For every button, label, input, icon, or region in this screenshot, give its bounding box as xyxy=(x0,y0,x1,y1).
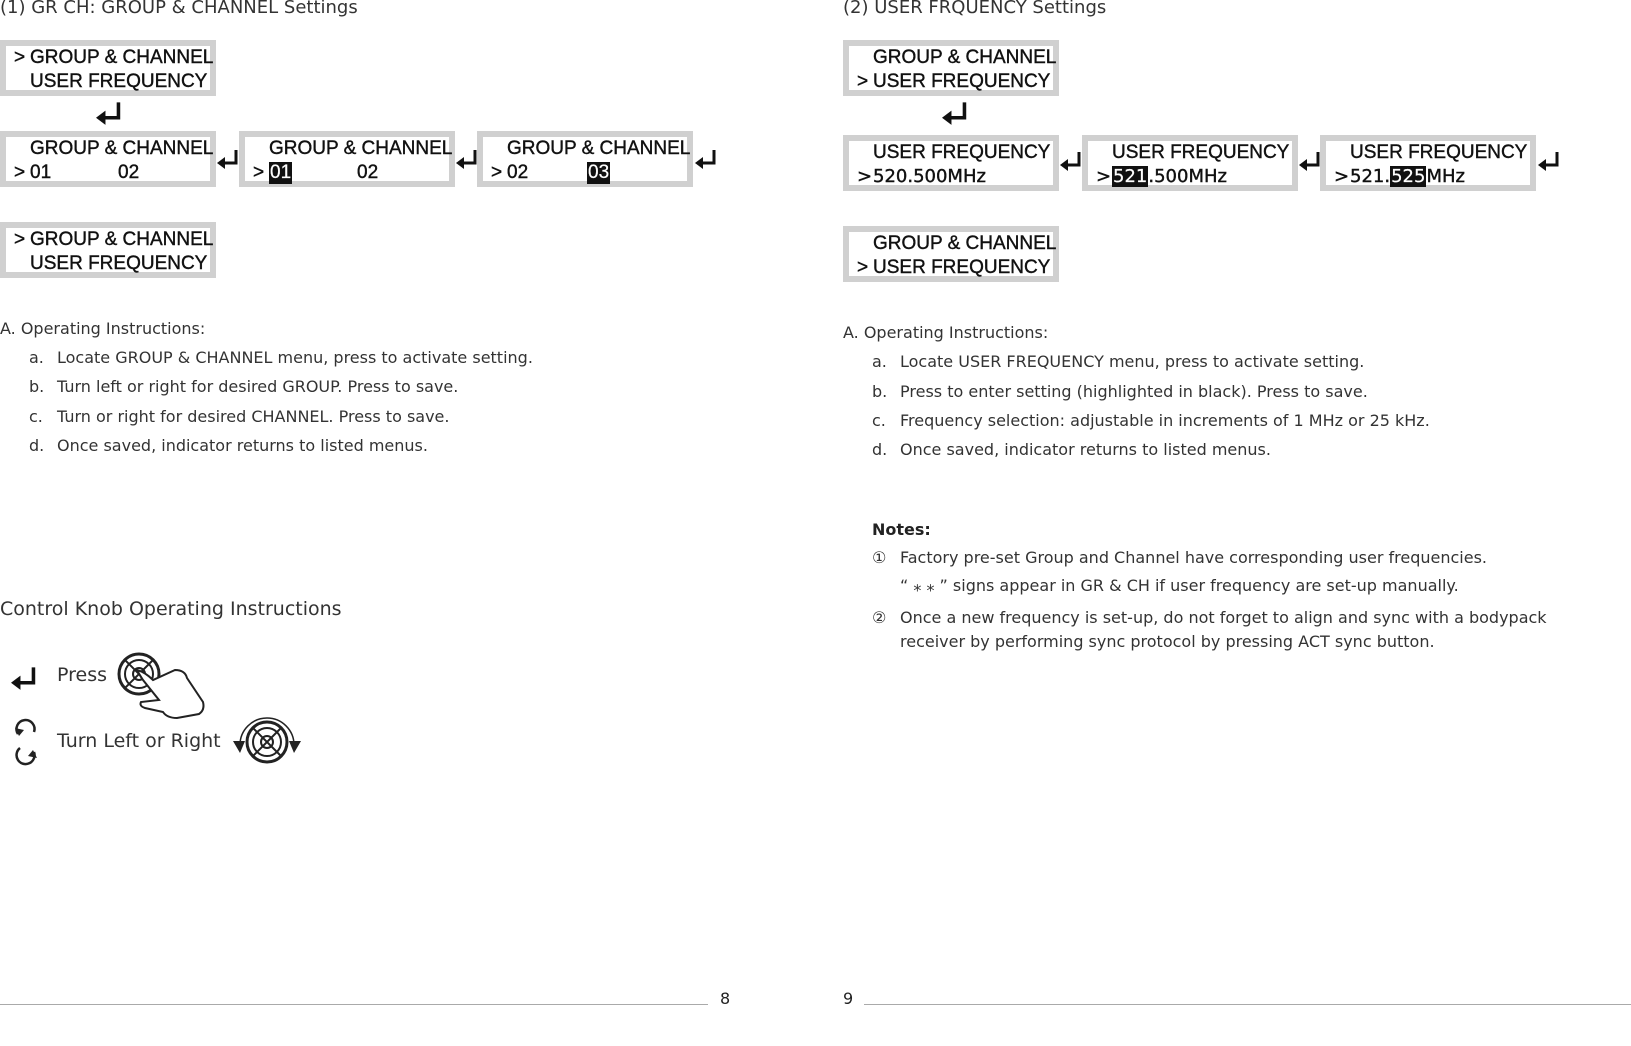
lcd-line: GROUP & CHANNEL xyxy=(873,233,1057,254)
lcd-indicator: > xyxy=(857,71,869,92)
lcd-indicator: > xyxy=(14,229,26,250)
list-item xyxy=(872,440,1430,469)
list-marker: d. xyxy=(29,436,45,455)
enter-icon xyxy=(1537,150,1561,172)
lcd-title: USER FREQUENCY xyxy=(873,142,1051,163)
list-marker: b. xyxy=(872,382,888,401)
channel-value-highlighted: 03 xyxy=(588,162,610,183)
list-text: Turn left or right for desired GROUP. Press to save. xyxy=(57,377,459,396)
list-text: Once saved, indicator returns to listed menus. xyxy=(900,440,1271,459)
knob-turn-icon xyxy=(230,715,304,773)
lcd-indicator: > xyxy=(14,162,26,183)
note-item-2 xyxy=(872,606,1600,654)
enter-icon xyxy=(1298,150,1322,172)
enter-icon xyxy=(216,148,240,170)
lcd-title: GROUP & CHANNEL xyxy=(269,138,453,159)
page-number-left: 8 xyxy=(720,989,731,1008)
left-instructions-list xyxy=(29,348,533,465)
frequency-unit: MHz xyxy=(1426,166,1465,187)
lcd-group-channel-screen-1 xyxy=(0,131,216,187)
list-text: Once saved, indicator returns to listed menus. xyxy=(57,436,428,455)
group-value: 02 xyxy=(507,162,529,183)
list-marker: c. xyxy=(872,411,886,430)
lcd-indicator: > xyxy=(857,166,873,187)
frequency-value: 520.500MHz xyxy=(873,166,986,187)
lcd-indicator: > xyxy=(14,47,26,68)
enter-icon xyxy=(94,100,124,126)
lcd-user-frequency-screen-3 xyxy=(1320,135,1536,191)
page-rule-right xyxy=(864,1004,1631,1005)
note-text: Factory pre-set Group and Channel have corresponding user frequencies. xyxy=(900,548,1488,567)
list-item xyxy=(29,377,533,407)
list-text: Frequency selection: adjustable in increments of 1 MHz or 25 kHz. xyxy=(900,411,1430,430)
list-text: Locate GROUP & CHANNEL menu, press to activate setting. xyxy=(57,348,533,367)
note-item-1 xyxy=(872,546,1488,570)
group-value: 01 xyxy=(30,162,52,183)
lcd-indicator: > xyxy=(491,162,503,183)
left-instructions-heading: A. Operating Instructions: xyxy=(0,319,206,338)
list-marker: c. xyxy=(29,407,43,426)
lcd-user-frequency-screen-1 xyxy=(843,135,1059,191)
lcd-title: GROUP & CHANNEL xyxy=(507,138,691,159)
right-instructions-heading: A. Operating Instructions: xyxy=(843,323,1049,342)
list-item xyxy=(29,407,533,436)
list-item xyxy=(29,348,533,377)
enter-icon xyxy=(8,665,40,691)
right-section-title: (2) USER FRQUENCY Settings xyxy=(843,0,1107,18)
list-item xyxy=(872,382,1430,411)
lcd-indicator: > xyxy=(253,162,265,183)
lcd-menu-screen-top xyxy=(843,40,1059,96)
lcd-line: USER FREQUENCY xyxy=(873,71,1051,92)
list-item xyxy=(29,436,533,465)
list-item xyxy=(872,411,1430,440)
knob-instructions-title: Control Knob Operating Instructions xyxy=(0,598,342,620)
lcd-line: GROUP & CHANNEL xyxy=(30,47,214,68)
note-text: Once a new frequency is set-up, do not forget to align and sync with a bodypack receiver by performing sync protocol by pressing ACT sync button. xyxy=(900,608,1547,651)
enter-icon xyxy=(1059,150,1083,172)
list-marker: a. xyxy=(29,348,44,367)
lcd-line: USER FREQUENCY xyxy=(30,71,208,92)
lcd-line: GROUP & CHANNEL xyxy=(30,229,214,250)
channel-value: 02 xyxy=(118,162,140,183)
right-instructions-list xyxy=(872,352,1430,469)
lcd-title: GROUP & CHANNEL xyxy=(30,138,214,159)
khz-part-highlighted: 525 xyxy=(1391,166,1426,187)
list-text: Locate USER FREQUENCY menu, press to activate setting. xyxy=(900,352,1365,371)
frequency-rest: .500MHz xyxy=(1148,166,1227,187)
lcd-title: USER FREQUENCY xyxy=(1112,142,1290,163)
lcd-menu-screen-bottom xyxy=(0,222,216,278)
note-subtext: “ ⁎ ⁎ ” signs appear in GR & CH if user frequency are set-up manually. xyxy=(900,576,1459,595)
lcd-line: USER FREQUENCY xyxy=(873,257,1051,278)
note-marker: ① xyxy=(872,548,887,567)
enter-icon xyxy=(455,148,479,170)
left-section-title: (1) GR CH: GROUP & CHANNEL Settings xyxy=(0,0,358,18)
list-item xyxy=(872,352,1430,382)
list-marker: b. xyxy=(29,377,45,396)
group-value-highlighted: 01 xyxy=(270,162,292,183)
rotate-icon xyxy=(12,718,40,770)
lcd-menu-screen-top xyxy=(0,40,216,96)
turn-label: Turn Left or Right xyxy=(57,730,221,752)
list-text: Turn or right for desired CHANNEL. Press to save. xyxy=(57,407,450,426)
page-number-right: 9 xyxy=(843,989,854,1008)
list-marker: d. xyxy=(872,440,888,459)
mhz-part-highlighted: 521 xyxy=(1113,166,1148,187)
lcd-indicator: > xyxy=(857,257,869,278)
page-rule-left xyxy=(0,1004,708,1005)
enter-icon xyxy=(694,148,718,170)
press-label: Press xyxy=(57,664,108,686)
lcd-line: GROUP & CHANNEL xyxy=(873,47,1057,68)
lcd-indicator: > xyxy=(1096,166,1112,187)
lcd-menu-screen-bottom xyxy=(843,226,1059,282)
notes-heading: Notes: xyxy=(872,520,931,539)
knob-press-icon xyxy=(115,650,210,726)
enter-icon xyxy=(940,100,970,126)
lcd-title: USER FREQUENCY xyxy=(1350,142,1528,163)
lcd-user-frequency-screen-2 xyxy=(1082,135,1298,191)
list-marker: a. xyxy=(872,352,887,371)
frequency-pre: 521. xyxy=(1350,166,1391,187)
note-marker: ② xyxy=(872,608,887,627)
lcd-line: USER FREQUENCY xyxy=(30,253,208,274)
lcd-group-channel-screen-2 xyxy=(239,131,455,187)
lcd-group-channel-screen-3 xyxy=(477,131,693,187)
lcd-indicator: > xyxy=(1334,166,1350,187)
list-text: Press to enter setting (highlighted in black). Press to save. xyxy=(900,382,1368,401)
channel-value: 02 xyxy=(357,162,379,183)
